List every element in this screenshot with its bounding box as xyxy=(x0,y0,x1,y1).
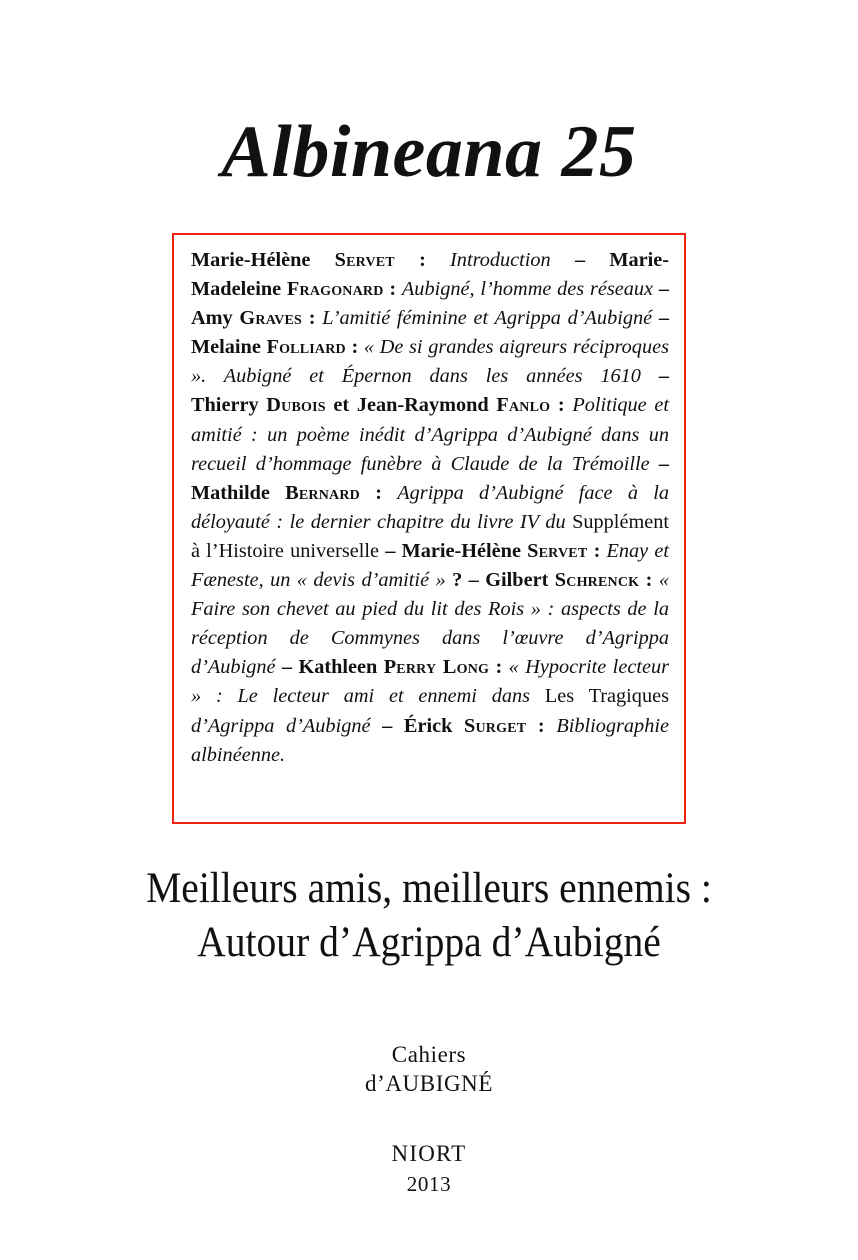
entry-colon-7: : xyxy=(639,569,659,592)
entry-conjunction-4: et xyxy=(333,394,350,417)
entry-colon-8: : xyxy=(489,656,509,679)
book-subtitle-line-2: Autour d’Agrippa d’Aubigné xyxy=(197,919,661,966)
entry-title-3: « De si grandes aigreurs réciproques ». Aubigné et Épernon dans les années 1610 xyxy=(191,336,669,388)
entry-title-5: Agrippa d’Aubigné face à la déloyauté : le dernier chapitre du livre IV du Supplément à l’Histoire universelle xyxy=(191,481,670,562)
entry-author-3: Melaine xyxy=(191,336,261,359)
entry-dash-2: – xyxy=(652,307,669,330)
entry-colon-5: : xyxy=(359,481,398,504)
entry-colon-1: : xyxy=(383,278,402,301)
entry-title-1: Aubigné, l’homme des réseaux xyxy=(401,278,654,301)
book-subtitle xyxy=(34,862,823,970)
entry-surname-4: Dubois xyxy=(266,394,326,417)
entry-dash-0: – xyxy=(574,249,586,271)
entry-surname-0: Servet xyxy=(334,249,395,271)
entry-author-7: Gilbert xyxy=(485,569,549,592)
book-subtitle-line-1: Meilleurs amis, meilleurs ennemis : xyxy=(146,865,712,912)
publication-year: 2013 xyxy=(406,1172,452,1196)
entry-colon-2: : xyxy=(302,307,323,330)
entry-title-9: Bibliographie albinéenne. xyxy=(191,714,669,766)
series-title: Albineana 25 xyxy=(221,111,637,193)
entry-author-2: Amy xyxy=(191,307,233,330)
entry-colon-0: : xyxy=(394,249,451,271)
entry-title-0: Introduction xyxy=(450,249,551,271)
entry-author-4: Thierry xyxy=(191,394,259,417)
collection-line-1: Cahiers xyxy=(391,1042,467,1067)
entry-title-7: « Faire son chevet au pied du lit des Rois » : aspects de la réception de Commynes dans l’œuvre d’Agrippa d’Aubigné xyxy=(191,569,669,679)
collection-name xyxy=(0,1040,858,1099)
entry-surname-1: Fragonard xyxy=(286,278,384,301)
entry-dash-6: – xyxy=(462,569,486,592)
entry-surname-5: Bernard xyxy=(285,481,360,504)
contents-text xyxy=(191,246,669,770)
entry-author-1: Marie-Madeleine xyxy=(191,249,669,301)
entry-question-6: ? xyxy=(452,569,463,592)
entry-surname-3: Folliard xyxy=(266,336,346,359)
entry-author-9: Érick xyxy=(403,714,453,737)
entry-surname-8: Perry Long xyxy=(383,656,490,679)
entry-surname-2: Graves xyxy=(239,307,303,330)
entry-author-5: Mathilde xyxy=(191,481,270,504)
entry-colon-4: : xyxy=(550,394,573,417)
entry-cosurname-4: Fanlo xyxy=(496,394,551,417)
entry-author-6: Marie-Hélène xyxy=(401,539,521,562)
entry-surname-9: Surget xyxy=(464,714,527,737)
entry-dash-1: – xyxy=(658,278,669,301)
entry-dash-7: – xyxy=(281,656,293,679)
entry-title-4: Politique et amitié : un poème inédit d’Agrippa d’Aubigné dans un recueil d’hommage funèbre à Claude de la Trémoille xyxy=(191,394,669,475)
entry-colon-9: : xyxy=(526,714,557,737)
entry-dash-3: – xyxy=(640,365,669,388)
entry-author-0: Marie-Hélène xyxy=(191,249,311,271)
entry-coauthor-4: Jean-Raymond xyxy=(356,394,489,417)
entry-colon-6: : xyxy=(587,539,607,562)
contents-box xyxy=(172,233,686,824)
entry-surname-6: Servet xyxy=(527,539,588,562)
publication-place: NIORT xyxy=(391,1141,467,1166)
entry-author-8: Kathleen xyxy=(298,656,378,679)
entry-dash-8: – xyxy=(370,714,404,737)
entry-colon-3: : xyxy=(345,336,364,359)
entry-surname-7: Schrenck xyxy=(554,569,640,592)
entry-title-8: « Hypocrite lecteur » : Le lecteur ami et ennemi dans Les Tragiques d’Agrippa d’Aubigné xyxy=(191,656,669,737)
collection-line-2: d’AUBIGNÉ xyxy=(364,1071,494,1096)
entry-title-6: Enay et Fæneste, un « devis d’amitié » xyxy=(191,539,669,592)
entry-dash-5: – xyxy=(385,539,396,562)
entry-title-2: L’amitié féminine et Agrippa d’Aubigné xyxy=(322,307,653,330)
entry-dash-4: – xyxy=(649,452,669,475)
